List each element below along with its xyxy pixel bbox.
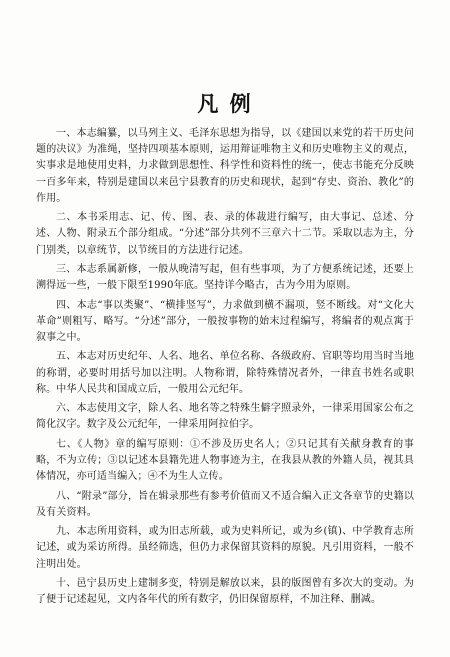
guideline-paragraph-3: 三、本志系属新修，一般从晚清写起，但有些事项，为了方便系统记述，还要上溯得远一些，一般下限至1990年底。坚持详今略古，古为今用为原则。	[36, 264, 414, 292]
guideline-paragraph-9: 九、本志所用资料，或为旧志所载，或为史料所记，或为乡(镇)、中学教育志所记述，或为采访所得。虽经筛选，但仍力求保留其资料的原貌。凡引用资料，一般不注明出处。	[36, 526, 414, 570]
page-title: 凡 例	[197, 91, 253, 116]
guideline-paragraph-10: 十、邑宁县历史上建制多变，特别是解放以来，县的版图曾有多次大的变动。为了便于记述起见，文内各年代的所有数字，仍旧保留原样，不加注释、删减。	[36, 577, 414, 606]
guideline-paragraph-8: 八、“附录”部分，旨在辑录那些有参考价值而又不适合编入正文各章节的史籍以及有关资料。	[36, 490, 414, 518]
guideline-paragraph-2: 二、本书采用志、记、传、图、表、录的体裁进行编写，由大事记、总述、分述、人物、附录五个部分组成。“分述”部分共列不三章六十二节。采取以志为主，分门别类，以章统节，以节统目的方法进行记述。	[36, 212, 414, 256]
guideline-paragraph-6: 六、本志使用文字，除人名、地名等之特殊生僻字照录外，一律采用国家公布之简化汉字。数字及公元纪年，一律采用阿拉伯字。	[36, 403, 414, 431]
guideline-paragraph-1: 一、本志编纂，以马列主义、毛泽东思想为指导，以《建国以来党的若干历史问题的决议》为准绳，坚持四项基本原则，运用辩证唯物主义和历史唯物主义的观点，实事求是地使用史料，力求做到思想性、科学性和资料性的统一，使志书能充分反映一百多年来，特别是建国以来邑宁县教育的历史和现状，起到“存史、资治、教化”的作用。	[36, 128, 414, 204]
guideline-paragraph-4: 四、本志“事以类聚”、“横排竖写”，力求做到横不漏项，竖不断线。对“文化大革命”则粗写、略写。“分述”部分，一般按事物的始末过程编写，将编者的观点寓于叙事之中。	[36, 299, 414, 343]
guideline-paragraph-7: 七、《人物》章的编写原则：①不涉及历史名人；②只记其有关献身教育的事略，不为立传；③以记述本县籍先进人物事迹为主，在我县从教的外籍人员，视其具体情况，亦可适当编入；④不为生人立传。	[36, 438, 414, 483]
guideline-paragraph-5: 五、本志对历史纪年、人名、地名、单位名称、各级政府、官职等均用当时当地的称谓，必要时用括号加以注明。人物称谓，除特殊情况者外，一律直书姓名或职称。中华人民共和国成立后，一般用公元纪年。	[36, 351, 414, 395]
guidelines-body	[36, 126, 414, 612]
